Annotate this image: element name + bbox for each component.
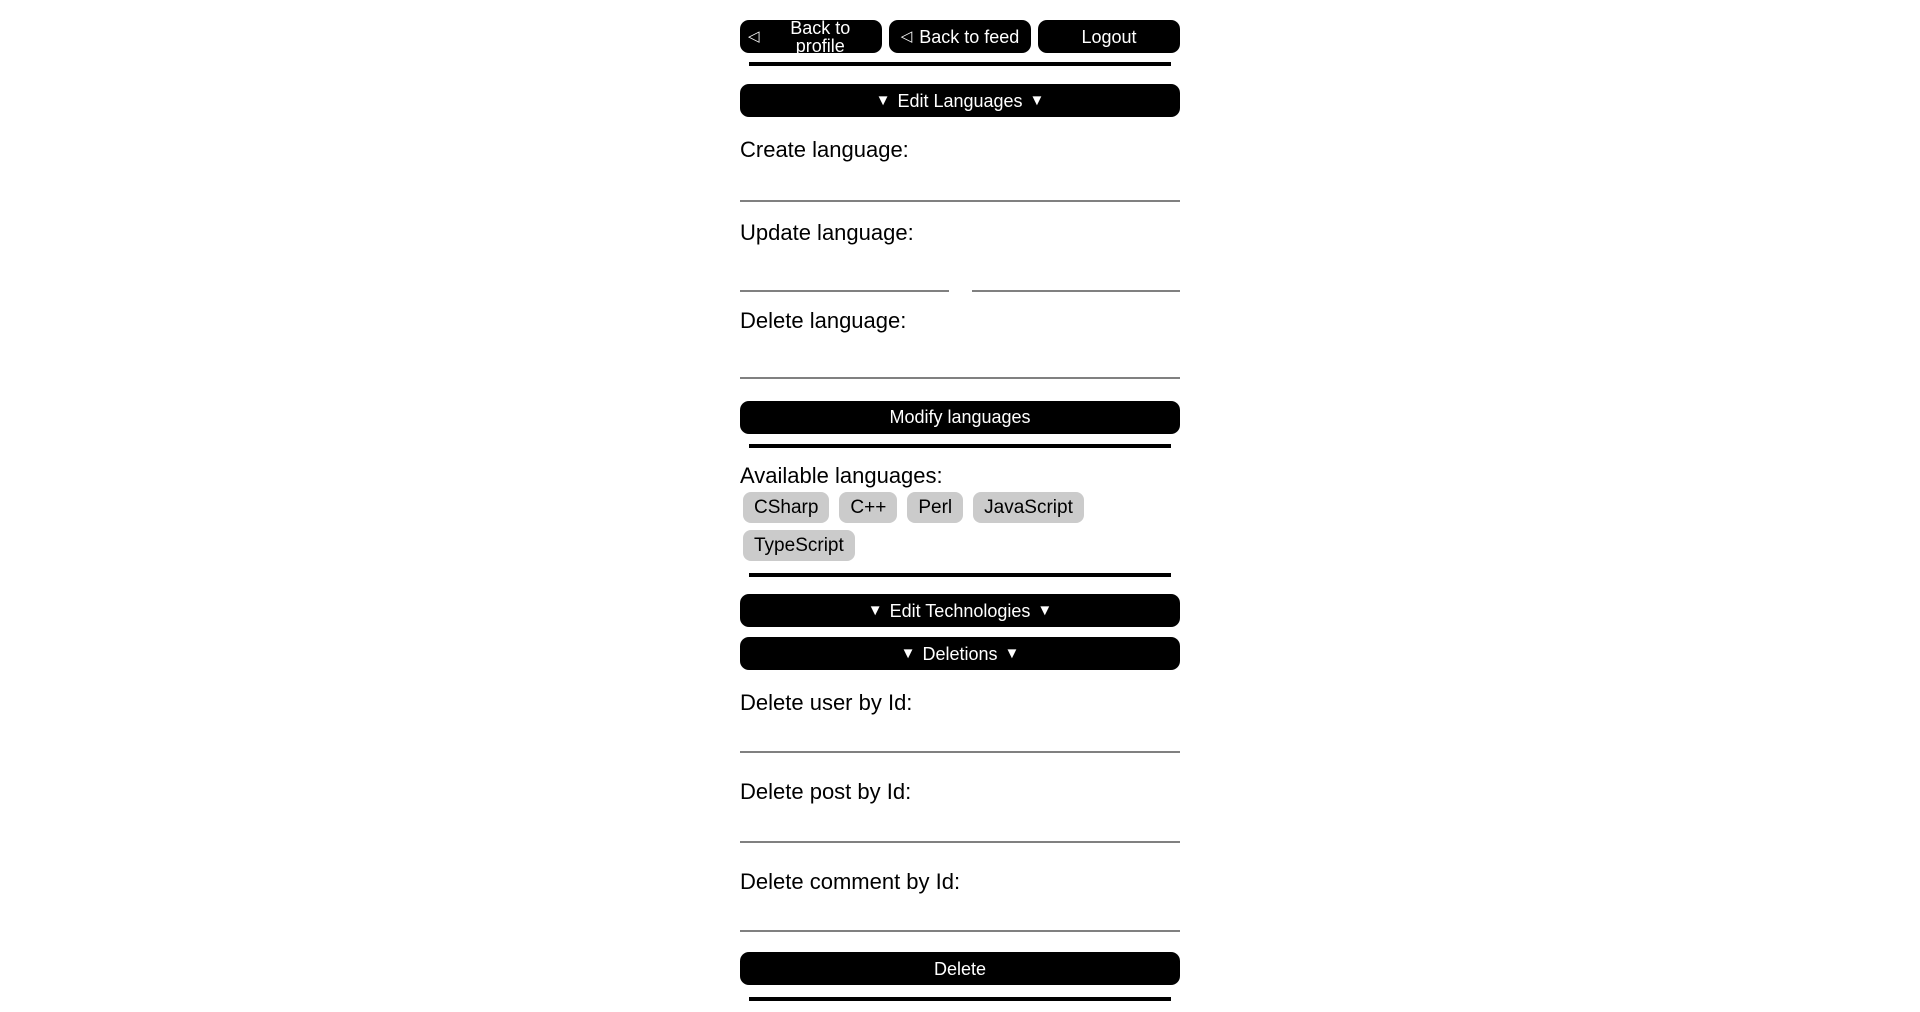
logout-button[interactable] <box>1038 20 1180 53</box>
logout-label: Logout <box>1081 26 1137 47</box>
deletions-toggle-label: Deletions <box>922 643 998 664</box>
back-to-feed-button[interactable] <box>889 20 1031 53</box>
delete-button-label: Delete <box>933 958 987 979</box>
available-languages-label: Available languages: <box>740 462 943 488</box>
section-divider <box>749 444 1171 448</box>
modify-languages-label: Modify languages <box>889 407 1031 428</box>
update-language-input-1[interactable] <box>740 258 949 292</box>
caret-down-icon: ▼ <box>1029 92 1045 109</box>
section-divider <box>749 62 1171 66</box>
caret-down-icon: ▼ <box>900 645 916 663</box>
caret-down-icon: ▼ <box>867 602 883 620</box>
delete-user-input[interactable] <box>740 719 1180 753</box>
delete-button[interactable] <box>740 952 1180 985</box>
delete-post-input[interactable] <box>740 809 1180 843</box>
section-divider <box>749 573 1171 577</box>
update-language-input-2[interactable] <box>972 258 1181 292</box>
edit-languages-toggle[interactable] <box>740 84 1180 117</box>
language-chip[interactable]: JavaScript <box>973 492 1084 523</box>
top-button-row <box>740 17 1180 56</box>
edit-languages-toggle-label: Edit Languages <box>897 90 1023 111</box>
language-chip[interactable]: CSharp <box>743 492 829 523</box>
caret-down-icon: ▼ <box>1037 602 1053 620</box>
modify-languages-button[interactable] <box>740 401 1180 434</box>
edit-technologies-toggle[interactable] <box>740 594 1180 627</box>
caret-down-icon: ▼ <box>875 92 891 109</box>
back-to-profile-button[interactable] <box>740 17 882 56</box>
delete-user-label: Delete user by Id: <box>740 690 913 716</box>
update-language-inputs <box>740 258 1180 292</box>
language-chip[interactable]: Perl <box>907 492 963 523</box>
back-to-feed-label: Back to feed <box>919 26 1020 47</box>
delete-post-label: Delete post by Id: <box>740 779 912 805</box>
back-arrow-icon: ◁ <box>748 28 760 45</box>
back-arrow-icon: ◁ <box>900 28 913 45</box>
admin-panel <box>740 0 1180 1001</box>
language-chip[interactable]: TypeScript <box>743 530 855 561</box>
delete-language-label: Delete language: <box>740 307 907 333</box>
edit-technologies-toggle-label: Edit Technologies <box>889 600 1031 621</box>
caret-down-icon: ▼ <box>1004 645 1020 663</box>
create-language-label: Create language: <box>740 137 909 162</box>
section-divider <box>749 997 1171 1001</box>
back-to-profile-label: Back to profile <box>790 17 851 56</box>
delete-language-input[interactable] <box>740 345 1180 379</box>
delete-comment-input[interactable] <box>740 898 1180 932</box>
deletions-toggle[interactable] <box>740 637 1180 670</box>
create-language-input[interactable] <box>740 168 1180 202</box>
delete-comment-label: Delete comment by Id: <box>740 868 961 894</box>
available-languages-list <box>740 492 1180 561</box>
language-chip[interactable]: C++ <box>839 492 897 523</box>
update-language-label: Update language: <box>740 220 914 246</box>
